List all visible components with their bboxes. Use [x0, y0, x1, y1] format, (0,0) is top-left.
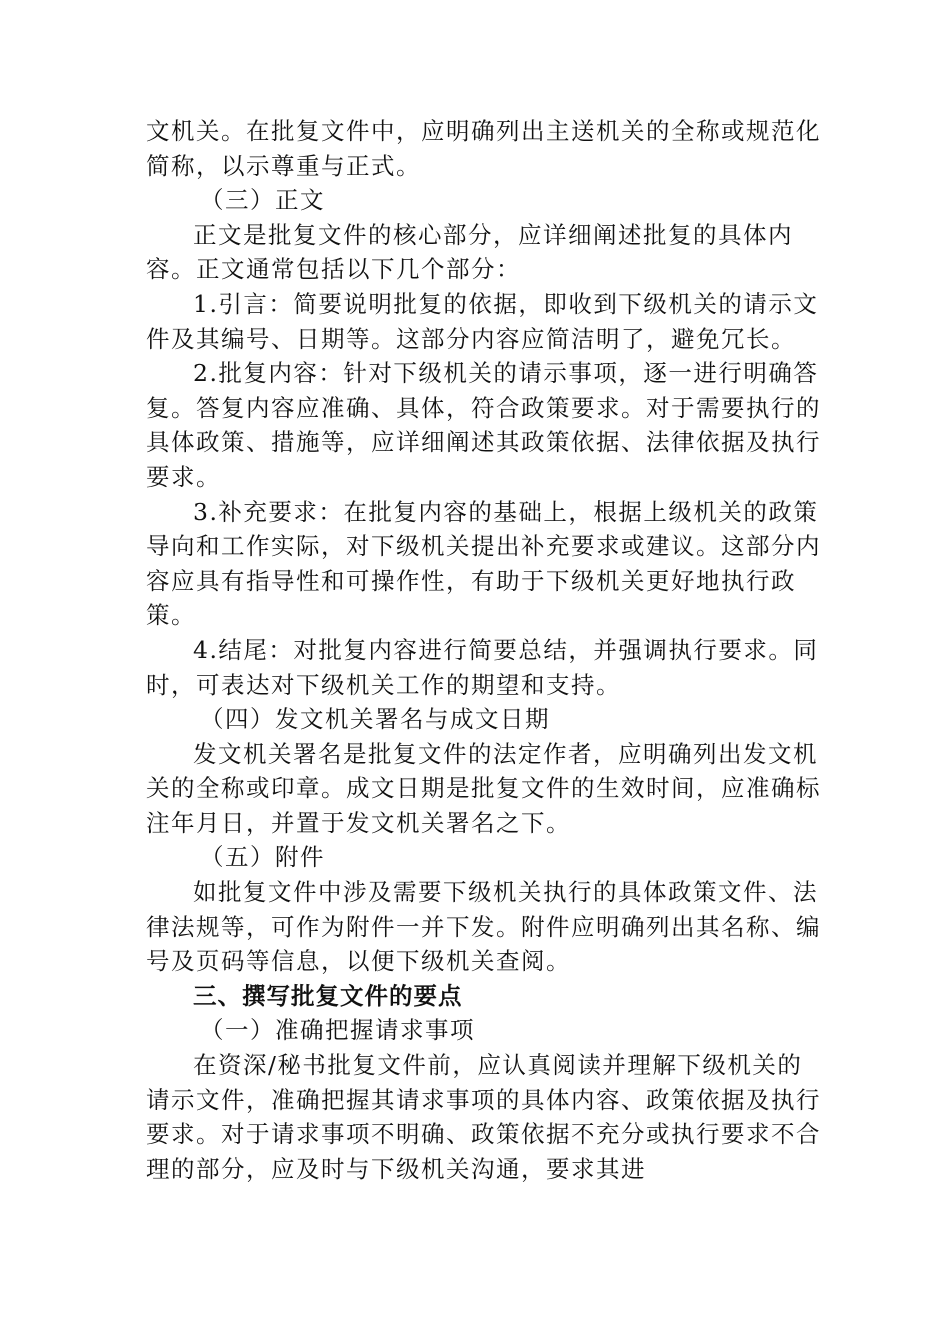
chapter-heading: 三、撰写批复文件的要点: [193, 981, 463, 1010]
document-body: [146, 114, 826, 1186]
section-heading-signature: （四）发文机关署名与成文日期: [200, 705, 551, 734]
section-heading-body: （三）正文: [200, 186, 326, 215]
body-paragraph: 如批复文件中涉及需要下级机关执行的具体政策文件、法律法规等，可作为附件一并下发。附件应明确列出其名称、编号及页码等信息，以便下级机关查阅。: [146, 878, 821, 976]
section-heading-attachment: （五）附件: [200, 843, 326, 872]
body-paragraph: 4.结尾：对批复内容进行简要总结，并强调执行要求。同时，可表达对下级机关工作的期望和支持。: [146, 635, 819, 699]
continued-paragraph: 文机关。在批复文件中，应明确列出主送机关的全称或规范化简称，以示尊重与正式。: [146, 117, 821, 180]
body-paragraph: 发文机关署名是批复文件的法定作者，应明确列出发文机关的全称或印章。成文日期是批复文件的生效时间，应准确标注年月日，并置于发文机关署名之下。: [146, 739, 821, 837]
body-paragraph: 2.批复内容：针对下级机关的请示事项，逐一进行明确答复。答复内容应准确、具体，符合政策要求。对于需要执行的具体政策、措施等，应详细阐述其政策依据、法律依据及执行要求。: [146, 359, 821, 491]
body-paragraph: 正文是批复文件的核心部分，应详细阐述批复的具体内容。正文通常包括以下几个部分：: [146, 220, 793, 284]
body-paragraph: 1.引言：简要说明批复的依据，即收到下级机关的请示文件及其编号、日期等。这部分内容应简洁明了，避免冗长。: [146, 289, 819, 353]
section-heading-request: （一）准确把握请求事项: [200, 1016, 476, 1045]
body-paragraph: 在资深/秘书批复文件前，应认真阅读并理解下级机关的请示文件，准确把握其请求事项的具体内容、政策依据及执行要求。对于请求事项不明确、政策依据不充分或执行要求不合理的部分，应及时与下级机关沟通，要求其进: [146, 1051, 821, 1183]
body-paragraph: 3.补充要求：在批复内容的基础上，根据上级机关的政策导向和工作实际，对下级机关提出补充要求或建议。这部分内容应具有指导性和可操作性，有助于下级机关更好地执行政策。: [146, 497, 821, 630]
